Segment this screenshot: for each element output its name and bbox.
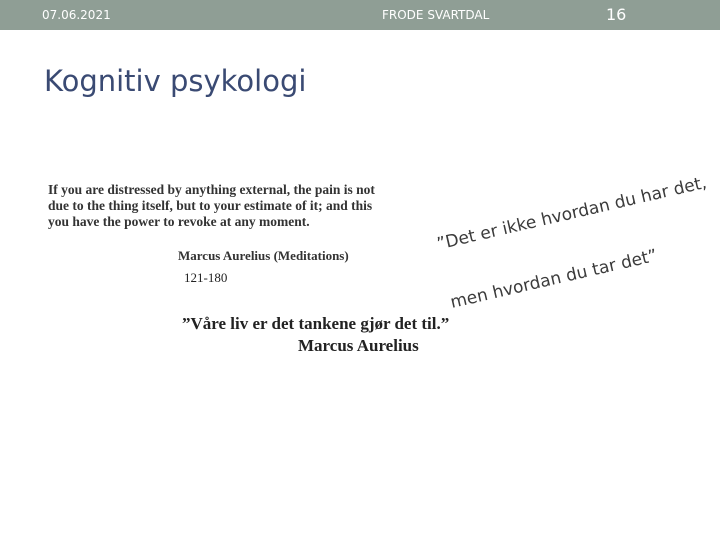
rotated-quote (426, 134, 720, 333)
slide-title: Kognitiv psykologi (44, 64, 307, 98)
english-quote-years: 121-180 (184, 270, 228, 285)
slide-author: FRODE SVARTDAL (382, 8, 490, 22)
rotated-quote-line1: ”Det er ikke hvordan du har det, (434, 172, 709, 255)
english-quote-attribution: Marcus Aurelius (Meditations) (178, 248, 349, 263)
norwegian-quote: ”Våre liv er det tankene gjør det til.” (182, 314, 450, 333)
english-quote: If you are distressed by anything external, the pain is not due to the thing itself, but to your estimate of it; and this you have the power to revoke at any moment. (48, 182, 375, 229)
norwegian-quote-attribution: Marcus Aurelius (298, 336, 419, 355)
slide-page-number: 16 (606, 5, 627, 24)
slide-date: 07.06.2021 (42, 8, 111, 22)
slide-header-bar (0, 0, 720, 30)
rotated-quote-line2: men hvordan du tar det” (448, 245, 660, 313)
